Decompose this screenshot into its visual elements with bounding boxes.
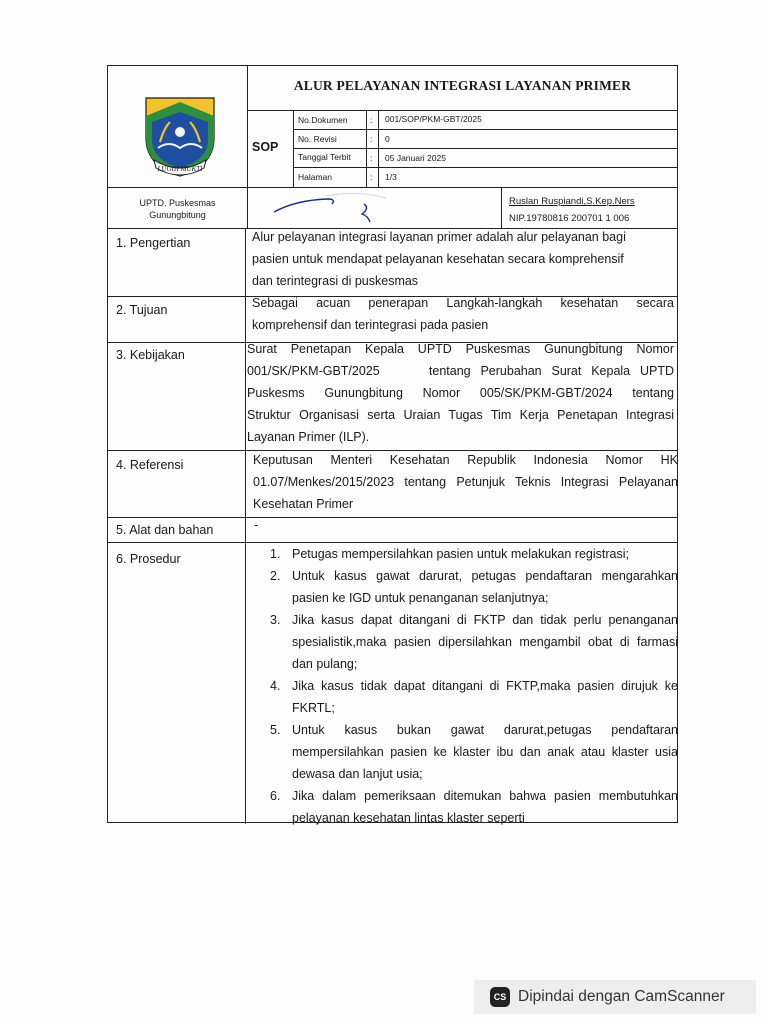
step-number: 1. <box>270 547 281 561</box>
organization-line: UPTD. Puskesmas <box>139 198 216 208</box>
step-text: Jika dalam pemeriksaan ditemukan bahwa pasien membutuhkan pelayanan kesehatan lintas klaster seperti <box>292 789 678 825</box>
step-number: 3. <box>270 613 281 627</box>
text-line: Keputusan Menteri Kesehatan Republik Indonesia Nomor HK <box>253 453 678 467</box>
text-line: Surat Penetapan Kepala UPTD Puskesmas Gunungbitung Nomor <box>247 342 674 356</box>
procedure-step <box>246 719 678 785</box>
section-value-alat-bahan: - <box>254 518 259 532</box>
text-line: pasien untuk mendapat pelayanan kesehatan secara komprehensif <box>252 252 624 266</box>
section-text-referensi <box>253 449 678 515</box>
text-line: Kesehatan Primer <box>253 497 354 511</box>
text-line: dan terintegrasi di puskesmas <box>252 274 419 288</box>
meta-value-doc-number: 001/SOP/PKM-GBT/2025 <box>385 114 482 124</box>
signer-divider <box>501 187 502 228</box>
signer-nip: NIP.19780816 200701 1 006 <box>509 213 630 224</box>
document-title: ALUR PELAYANAN INTEGRASI LAYANAN PRIMER <box>293 78 632 93</box>
text-line: Sebagai acuan penerapan Langkah-langkah kesehatan secara <box>252 296 674 310</box>
step-text: Petugas mempersilahkan pasien untuk melakukan registrasi; <box>292 547 629 561</box>
step-text: Untuk kasus bukan gawat darurat,petugas pendaftaran mempersilahkan pasien ke klaster ibu dan anak atau klaster usia dewasa dan lanjut usia; <box>292 723 678 781</box>
meta-row-divider <box>293 129 678 130</box>
meta-value-page: 1/3 <box>385 172 397 182</box>
text-line: komprehensif dan terintegrasi pada pasien <box>252 318 489 332</box>
camscanner-watermark <box>474 980 756 1014</box>
section-text-kebijakan <box>247 338 674 448</box>
step-text: Jika kasus dapat ditangani di FKTP dan tidak perlu penanganan spesialistik,maka pasien dipersilahkan mengambil obat di farmasi dan pulang; <box>292 613 678 671</box>
step-number: 5. <box>270 723 281 737</box>
section-label-alat-bahan: 5. Alat dan bahan <box>116 523 214 537</box>
puskesmas-emblem-logo <box>138 92 222 182</box>
section-label-kebijakan: 3. Kebijakan <box>116 348 185 362</box>
procedure-step <box>246 543 678 565</box>
text-line: Puskesms Gunungbitung Nomor 005/SK/PKM-GBT/2024 tentang <box>247 386 674 400</box>
step-number: 4. <box>270 679 281 693</box>
procedure-step <box>246 609 678 675</box>
title-divider <box>247 110 678 111</box>
meta-key: Halaman <box>298 172 333 182</box>
procedure-list <box>246 543 678 829</box>
signer-name: Ruslan Ruspiandi,S.Kep.Ners <box>509 196 635 207</box>
meta-sep: : <box>370 134 373 144</box>
meta-key: Tanggal Terbit <box>298 152 351 162</box>
step-text: Jika kasus tidak dapat ditangani di FKTP,maka pasien dirujuk ke FKRTL; <box>292 679 678 715</box>
camscanner-icon: CS <box>490 987 510 1007</box>
meta-value-revision: 0 <box>385 134 390 144</box>
procedure-step <box>246 675 678 719</box>
text-line: Layanan Primer (ILP). <box>247 430 370 444</box>
meta-sep: : <box>370 153 373 163</box>
section-label-pengertian: 1. Pengertian <box>116 236 191 250</box>
section-label-prosedur: 6. Prosedur <box>116 552 181 566</box>
section-text-tujuan <box>252 292 674 336</box>
organization-line: Gunungbitung <box>149 210 206 220</box>
meta-key: No. Revisi <box>298 134 337 144</box>
text-line: 01.07/Menkes/2015/2023 tentang Petunjuk Teknis Integrasi Pelayanan <box>253 475 678 489</box>
header-bottom-divider <box>108 187 678 188</box>
svg-text:LUGIH MUKTI: LUGIH MUKTI <box>157 165 203 173</box>
section-label-tujuan: 2. Tujuan <box>116 303 168 317</box>
meta-value-issue-date: 05 Januari 2025 <box>385 153 446 163</box>
procedure-step <box>246 565 678 609</box>
meta-row-divider <box>293 148 678 149</box>
meta-key: No.Dokumen <box>298 115 348 125</box>
signature-scribble <box>266 190 416 226</box>
text-line: 001/SK/PKM-GBT/2025 tentang Perubahan Surat Kepala UPTD <box>247 364 674 378</box>
meta-sep: : <box>370 115 373 125</box>
procedure-step <box>246 785 678 829</box>
step-text: Untuk kasus gawat darurat, petugas pendaftaran mengarahkan pasien ke IGD untuk penanganan selanjutnya; <box>292 569 678 605</box>
organization-name <box>108 197 247 221</box>
camscanner-text: Dipindai dengan CamScanner <box>518 988 725 1005</box>
section-label-referensi: 4. Referensi <box>116 458 184 472</box>
text-line: Alur pelayanan integrasi layanan primer adalah alur pelayanan bagi <box>252 230 626 244</box>
text-line: Struktur Organisasi serta Uraian Tugas Tim Kerja Penetapan Integrasi <box>247 408 674 422</box>
step-number: 2. <box>270 569 281 583</box>
sop-document-frame <box>107 65 678 823</box>
meta-row-divider <box>293 167 678 168</box>
section-divider <box>108 517 678 518</box>
section-text-pengertian <box>252 226 674 292</box>
sop-label: SOP <box>252 140 279 154</box>
meta-sep: : <box>370 172 373 182</box>
step-number: 6. <box>270 789 281 803</box>
